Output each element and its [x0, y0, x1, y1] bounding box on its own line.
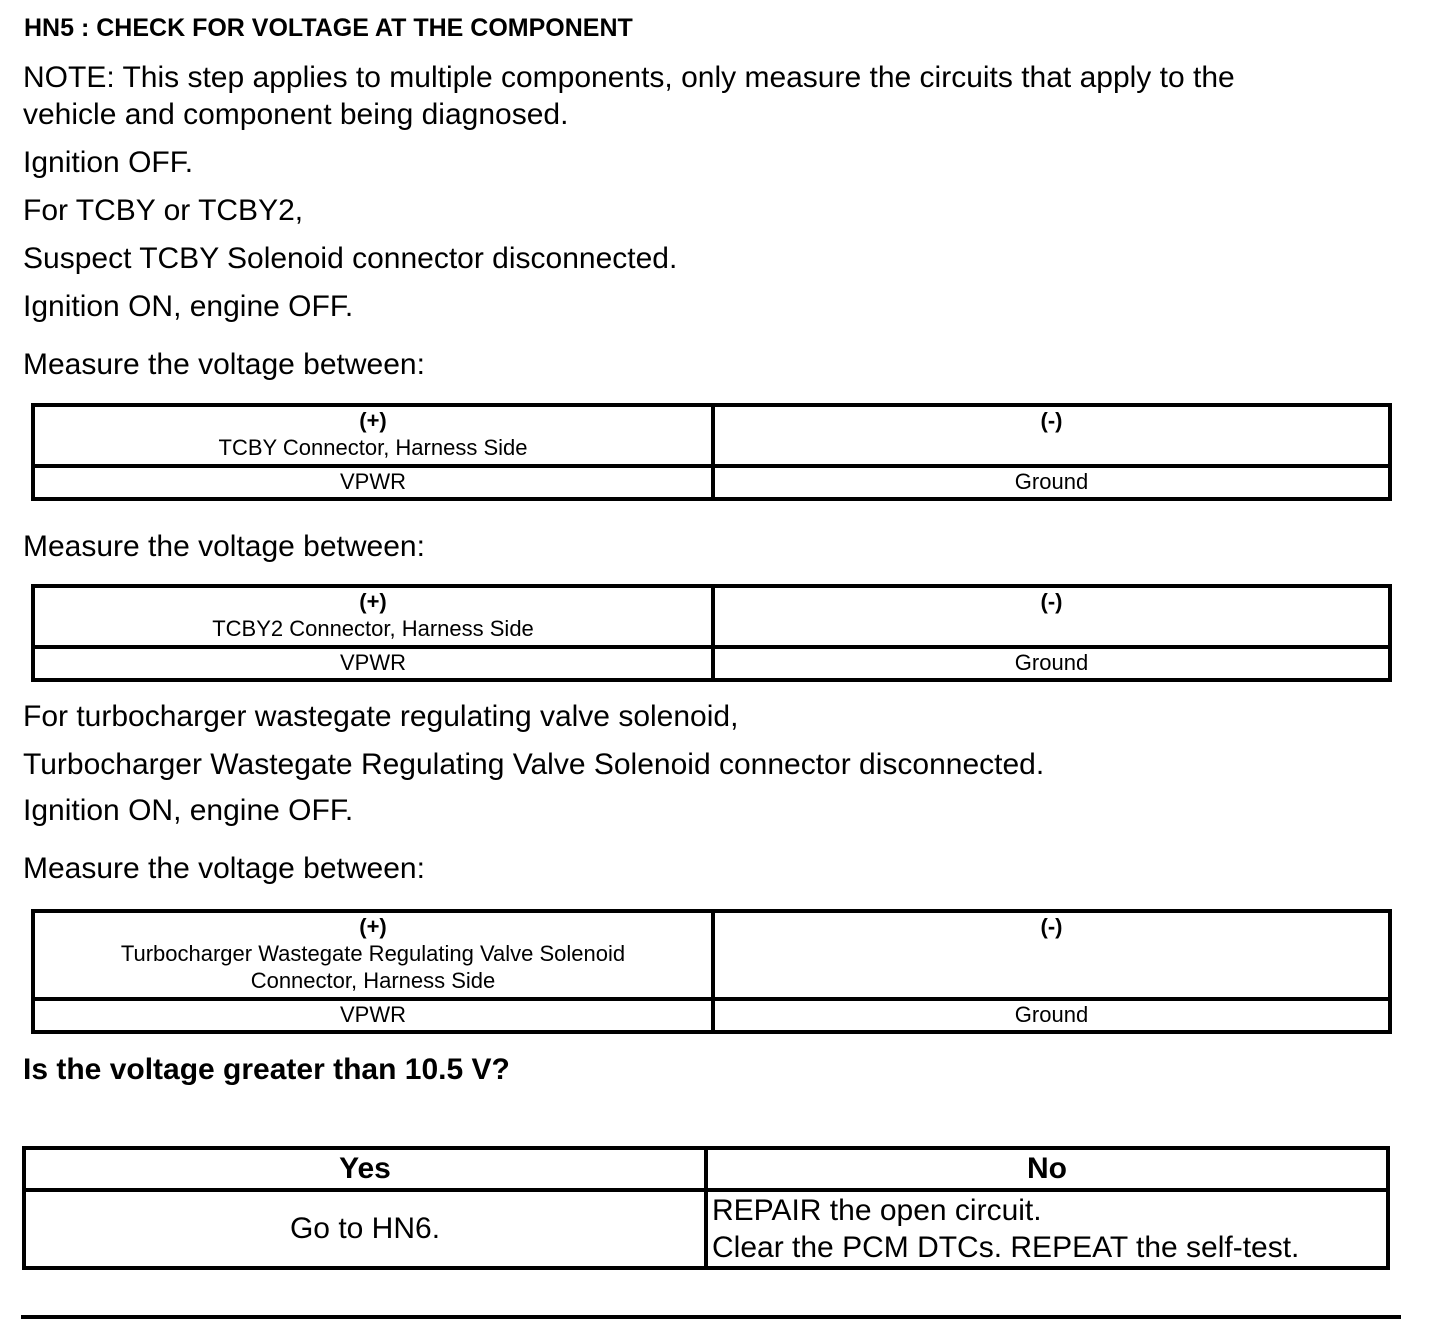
- plus-header-cell: [33, 586, 713, 647]
- step-text: Ignition ON, engine OFF.: [23, 794, 354, 827]
- step-text: For turbocharger wastegate regulating valve solenoid,: [23, 700, 739, 733]
- minus-symbol: (-): [1040, 408, 1063, 433]
- minus-value: Ground: [713, 466, 1390, 499]
- plus-symbol: (+): [359, 589, 387, 614]
- minus-value: Ground: [713, 999, 1390, 1032]
- plus-connector-label: Turbocharger Wastegate Regulating Valve Solenoid: [120, 941, 626, 966]
- note-line-1: NOTE: This step applies to multiple components, only measure the circuits that apply to the: [23, 61, 1235, 94]
- step-text: Suspect TCBY Solenoid connector disconnected.: [23, 242, 678, 275]
- step-text: Ignition OFF.: [23, 146, 194, 179]
- step-text: For TCBY or TCBY2,: [23, 194, 304, 227]
- plus-value: VPWR: [33, 647, 713, 680]
- plus-header-cell: [33, 405, 713, 466]
- plus-connector-label-cont: Connector, Harness Side: [250, 968, 496, 993]
- minus-header-cell: [713, 911, 1390, 999]
- no-action-line-1: REPAIR the open circuit.: [712, 1194, 1042, 1227]
- plus-connector-label: TCBY Connector, Harness Side: [218, 435, 528, 460]
- plus-symbol: (+): [359, 408, 387, 433]
- measurement-table-tcby2: [31, 584, 1392, 682]
- minus-value: Ground: [713, 647, 1390, 680]
- plus-connector-label: TCBY2 Connector, Harness Side: [212, 616, 534, 641]
- minus-header-cell: [713, 405, 1390, 466]
- plus-header-cell: [33, 911, 713, 999]
- section-divider: [21, 1315, 1401, 1319]
- minus-symbol: (-): [1040, 914, 1063, 939]
- measure-label: Measure the voltage between:: [23, 530, 425, 563]
- decision-question: Is the voltage greater than 10.5 V?: [23, 1053, 510, 1086]
- no-action-line-2: Clear the PCM DTCs. REPEAT the self-test.: [712, 1231, 1300, 1264]
- measure-label: Measure the voltage between:: [23, 348, 425, 381]
- measurement-table-tcby: [31, 403, 1392, 501]
- plus-value: VPWR: [33, 999, 713, 1032]
- minus-header-cell: [713, 586, 1390, 647]
- minus-symbol: (-): [1040, 589, 1063, 614]
- measurement-table-wastegate: [31, 909, 1392, 1034]
- yes-action: Go to HN6.: [24, 1190, 706, 1268]
- yes-header: Yes: [24, 1148, 706, 1190]
- step-text: Ignition ON, engine OFF.: [23, 290, 354, 323]
- no-action: [706, 1190, 1388, 1268]
- step-title: HN5 : CHECK FOR VOLTAGE AT THE COMPONENT: [24, 14, 633, 42]
- plus-value: VPWR: [33, 466, 713, 499]
- step-text: Turbocharger Wastegate Regulating Valve Solenoid connector disconnected.: [23, 748, 1045, 781]
- measure-label: Measure the voltage between:: [23, 852, 425, 885]
- plus-symbol: (+): [359, 914, 387, 939]
- no-header: No: [706, 1148, 1388, 1190]
- note-line-2: vehicle and component being diagnosed.: [23, 98, 569, 131]
- decision-table: [22, 1146, 1390, 1270]
